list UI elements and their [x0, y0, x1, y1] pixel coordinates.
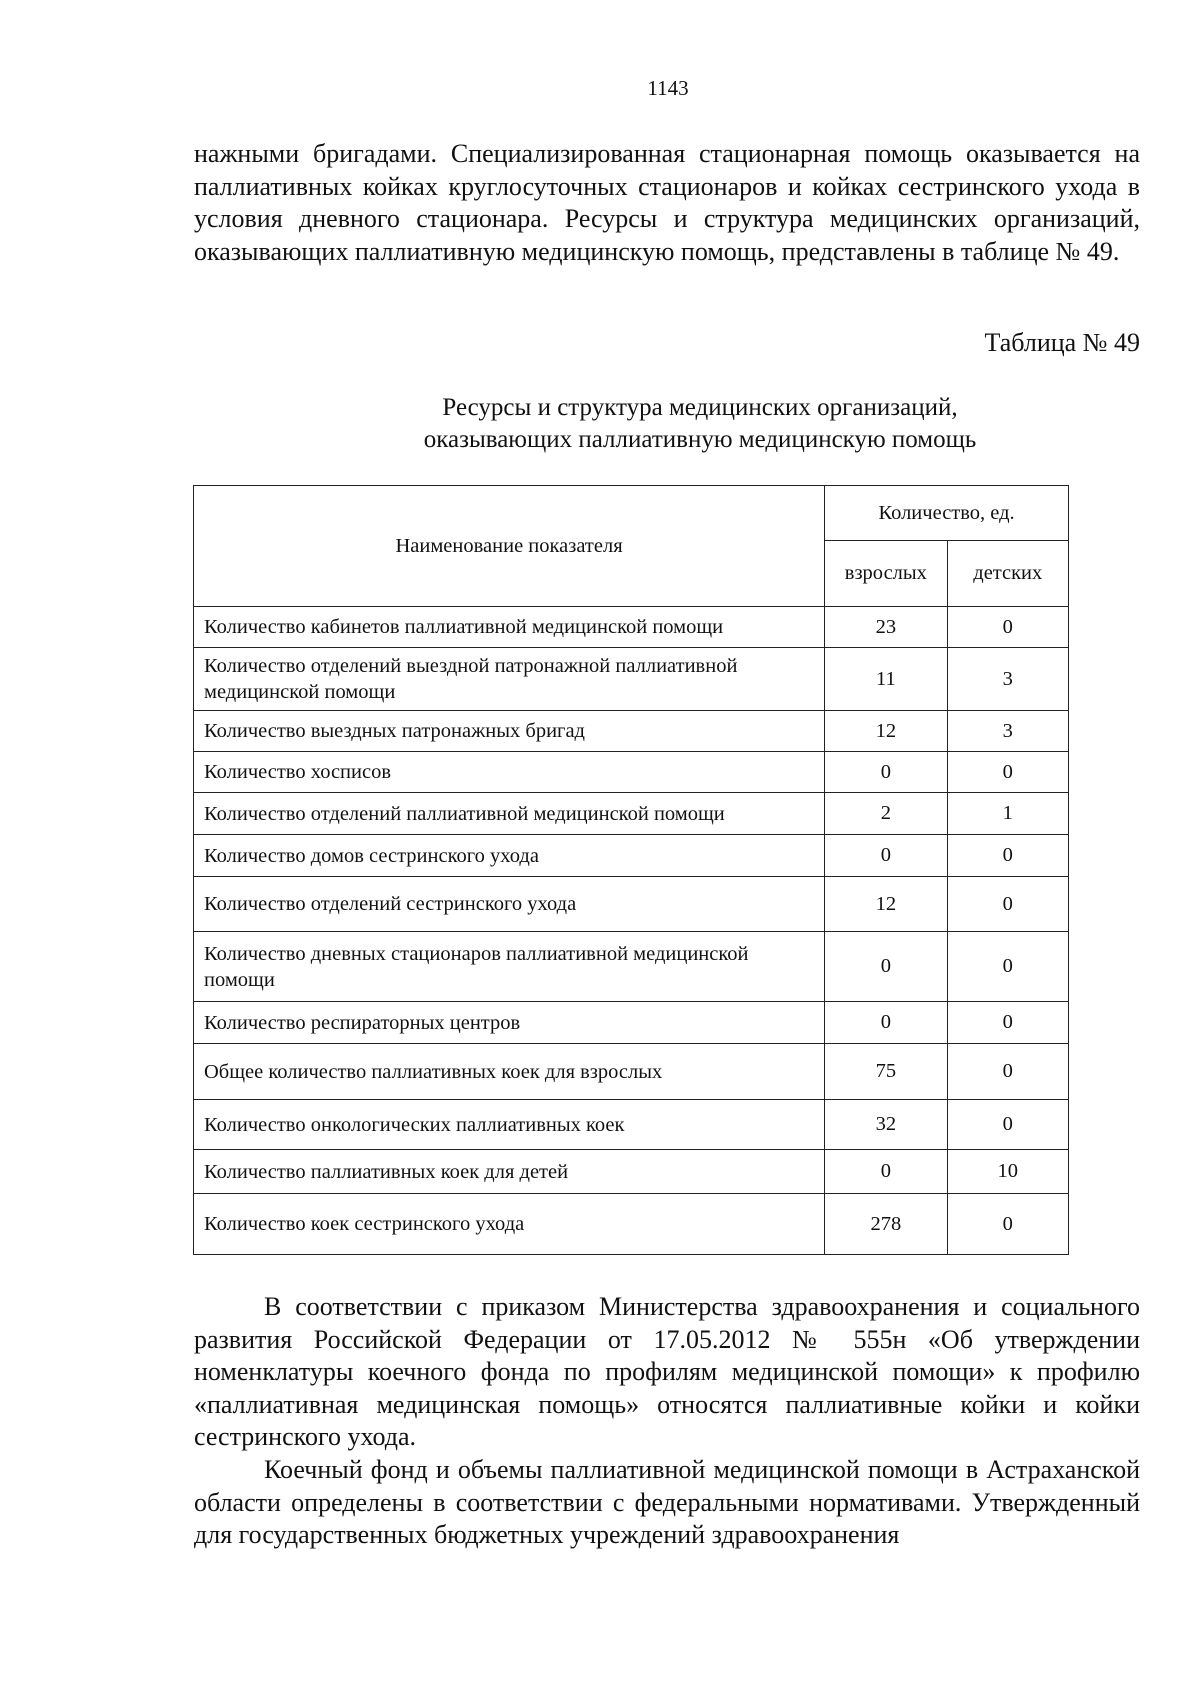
header-quantity: Количество, ед. [825, 486, 1069, 541]
row-children-value: 3 [947, 648, 1068, 711]
table-row [194, 793, 1069, 835]
table-row [194, 1194, 1069, 1255]
table-row [194, 648, 1069, 711]
row-children-value: 0 [947, 1002, 1068, 1044]
row-indicator-name: Количество онкологических паллиативных коек [194, 1100, 825, 1150]
table-row [194, 1150, 1069, 1194]
table-header [194, 486, 1069, 607]
row-adults-value: 23 [825, 607, 947, 648]
row-children-value: 0 [947, 1100, 1068, 1150]
paragraph-bed-fund: Коечный фонд и объемы паллиативной медицинской помощи в Астраханской области определены в соответствии с федеральными нормативами. Утвержденный для государственных бюджетных учреждений здравоохранения [194, 1455, 1140, 1549]
header-children: детских [947, 541, 1068, 607]
row-indicator-name: Количество выездных патронажных бригад [194, 711, 825, 752]
table-row [194, 877, 1069, 932]
table-row [194, 1044, 1069, 1100]
row-adults-value: 0 [825, 1002, 947, 1044]
table-caption [300, 392, 1100, 456]
row-indicator-name: Количество коек сестринского ухода [194, 1194, 825, 1255]
row-adults-value: 11 [825, 648, 947, 711]
row-children-value: 3 [947, 711, 1068, 752]
table-row [194, 607, 1069, 648]
table-caption-line-2: оказывающих паллиативную медицинскую помощь [423, 426, 977, 453]
table-label: Таблица № 49 [984, 328, 1140, 357]
row-indicator-name: Количество дневных стационаров паллиативной медицинской помощи [194, 932, 825, 1002]
row-adults-value: 0 [825, 932, 947, 1002]
table-caption-line-1: Ресурсы и структура медицинских организаций, [442, 394, 958, 421]
row-adults-value: 2 [825, 793, 947, 835]
intro-paragraph: нажными бригадами. Специализированная стационарная помощь оказывается на паллиативных койках круглосуточных стационаров и койках сестринского ухода в условия дневного стационара. Ресурсы и структура медицинских организаций, оказывающих паллиативную медицинскую помощь, представлены в таблице № 49. [194, 139, 1140, 266]
row-adults-value: 12 [825, 711, 947, 752]
table-body [194, 607, 1069, 1255]
page-number: 1143 [647, 76, 689, 100]
row-adults-value: 278 [825, 1194, 947, 1255]
row-children-value: 1 [947, 793, 1068, 835]
table-row [194, 835, 1069, 877]
row-adults-value: 75 [825, 1044, 947, 1100]
row-children-value: 0 [947, 835, 1068, 877]
row-children-value: 0 [947, 752, 1068, 793]
row-adults-value: 12 [825, 877, 947, 932]
table-header-row [194, 486, 1069, 541]
resources-table [193, 485, 1069, 1255]
table-row [194, 1100, 1069, 1150]
row-children-value: 10 [947, 1150, 1068, 1194]
table-row [194, 752, 1069, 793]
table-row [194, 711, 1069, 752]
row-indicator-name: Количество паллиативных коек для детей [194, 1150, 825, 1194]
row-indicator-name: Количество отделений паллиативной медицинской помощи [194, 793, 825, 835]
row-indicator-name: Количество отделений сестринского ухода [194, 877, 825, 932]
row-children-value: 0 [947, 877, 1068, 932]
table-row [194, 932, 1069, 1002]
header-indicator-name: Наименование показателя [194, 486, 825, 607]
row-children-value: 0 [947, 607, 1068, 648]
row-indicator-name: Количество отделений выездной патронажной паллиативной медицинской помощи [194, 648, 825, 711]
row-adults-value: 0 [825, 835, 947, 877]
row-adults-value: 32 [825, 1100, 947, 1150]
table-row [194, 1002, 1069, 1044]
row-children-value: 0 [947, 932, 1068, 1002]
row-adults-value: 0 [825, 1150, 947, 1194]
row-children-value: 0 [947, 1044, 1068, 1100]
paragraph-order-555n: В соответствии с приказом Министерства здравоохранения и социального развития Российской Федерации от 17.05.2012 № 555н «Об утверждении номенклатуры коечного фонда по профилям медицинской помощи» к профилю «паллиативная медицинская помощь» относятся паллиативные койки и койки сестринского ухода. [194, 1292, 1140, 1451]
header-adults: взрослых [825, 541, 947, 607]
row-children-value: 0 [947, 1194, 1068, 1255]
row-indicator-name: Количество кабинетов паллиативной медицинской помощи [194, 607, 825, 648]
row-indicator-name: Количество домов сестринского ухода [194, 835, 825, 877]
row-indicator-name: Количество хосписов [194, 752, 825, 793]
row-indicator-name: Количество респираторных центров [194, 1002, 825, 1044]
row-adults-value: 0 [825, 752, 947, 793]
row-indicator-name: Общее количество паллиативных коек для взрослых [194, 1044, 825, 1100]
